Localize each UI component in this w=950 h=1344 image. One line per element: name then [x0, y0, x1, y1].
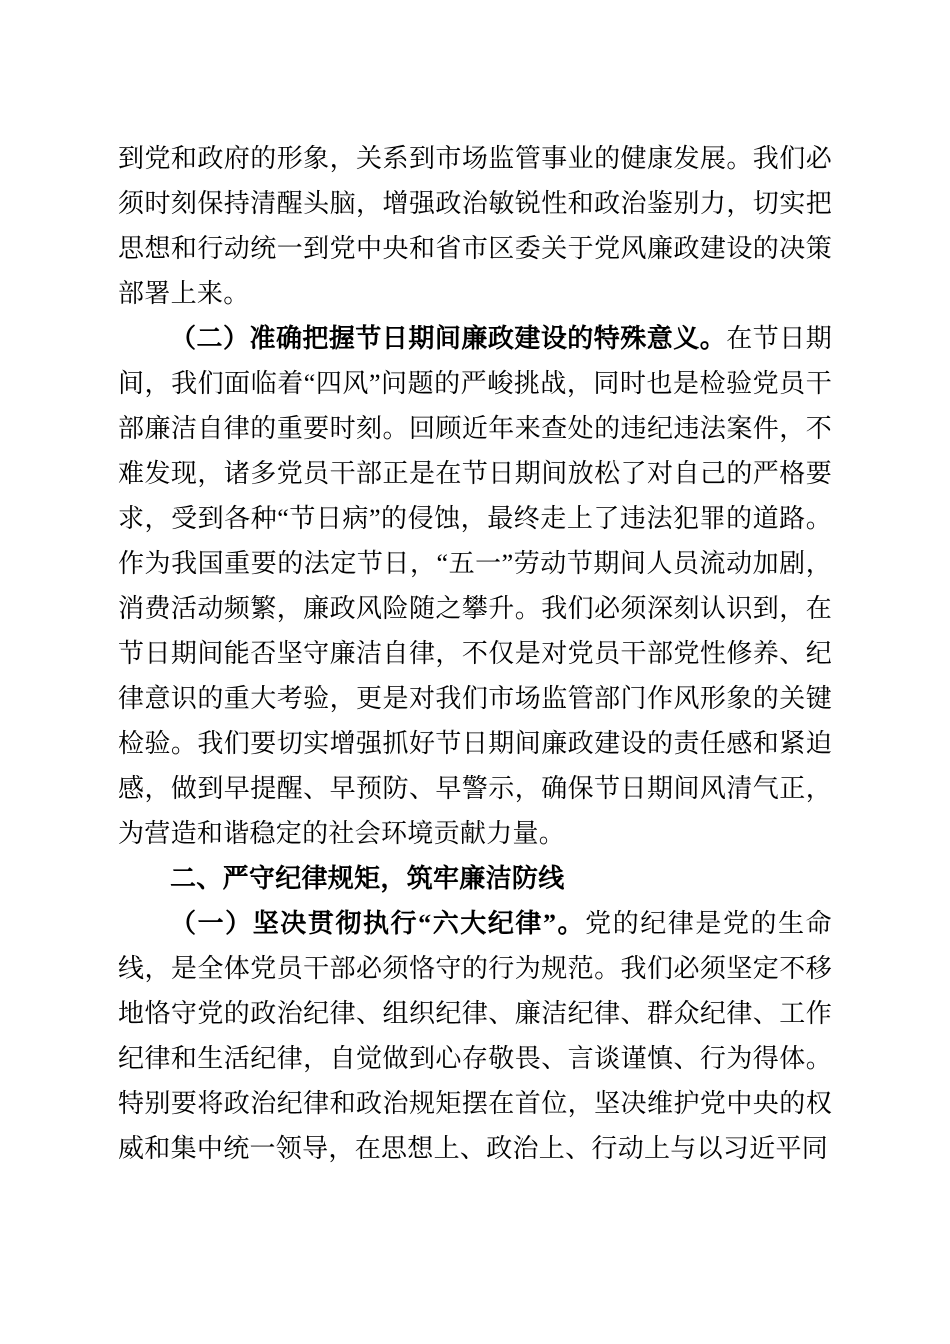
paragraph-continuation: [118, 136, 832, 316]
paragraph-text: 党的纪律是党的生命线，是全体党员干部必须恪守的行为规范。我们必须坚定不移地恪守党的政治纪律、组织纪律、廉洁纪律、群众纪律、工作纪律和生活纪律，自觉做到心存敬畏、言谈谨慎、行为得体。特别要将政治纪律和政治规矩摆在首位，坚决维护党中央的权威和集中统一领导，在思想上、政治上、行动上与以习近平同: [118, 909, 832, 1163]
paragraph-section-1-2: [118, 316, 832, 856]
section-heading-2: 二、严守纪律规矩，筑牢廉洁防线: [170, 863, 565, 893]
paragraph-text: 到党和政府的形象，关系到市场监管事业的健康发展。我们必须时刻保持清醒头脑，增强政治敏锐性和政治鉴别力，切实把思想和行动统一到党中央和省市区委关于党风廉政建设的决策部署上来。: [118, 144, 832, 308]
paragraph-text: 在节日期间，我们面临着“四风”问题的严峻挑战，同时也是检验党员干部廉洁自律的重要时刻。回顾近年来查处的违纪违法案件，不难发现，诸多党员干部正是在节日期间放松了对自己的严格要求，受到各种“节日病”的侵蚀，最终走上了违法犯罪的道路。作为我国重要的法定节日，“五一”劳动节期间人员流动加剧，消费活动频繁，廉政风险随之攀升。我们必须深刻认识到，在节日期间能否坚守廉洁自律，不仅是对党员干部党性修养、纪律意识的重大考验，更是对我们市场监管部门作风形象的关键检验。我们要切实增强抓好节日期间廉政建设的责任感和紧迫感，做到早提醒、早预防、早警示，确保节日期间风清气正，为营造和谐稳定的社会环境贡献力量。: [118, 324, 832, 848]
paragraph-lead-bold: （二）准确把握节日期间廉政建设的特殊意义。: [170, 324, 727, 353]
paragraph-section-2-1: [118, 901, 832, 1171]
paragraph-lead-bold: （一）坚决贯彻执行“六大纪律”。: [170, 909, 586, 938]
